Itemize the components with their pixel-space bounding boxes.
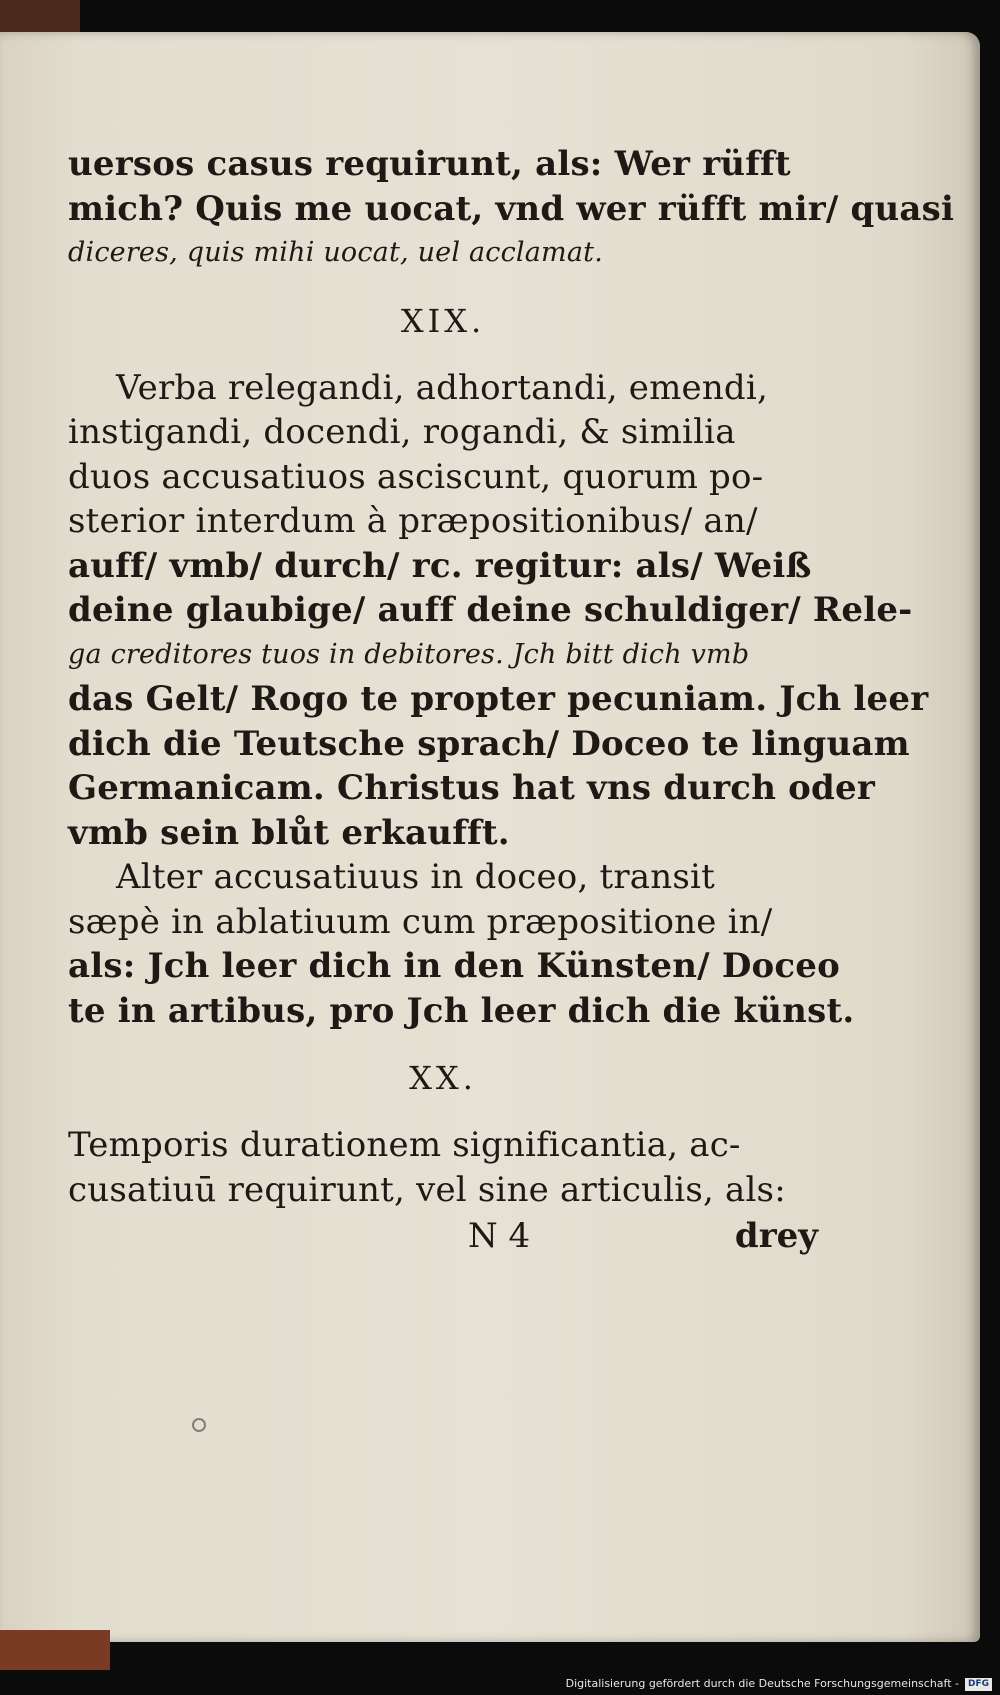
text-line: als: Jch leer dich in den Künsten/ Doceo bbox=[68, 946, 841, 986]
text-line: Germanicam. Christus hat vns durch oder bbox=[68, 768, 875, 808]
text-line: instigandi, docendi, rogandi, & similia bbox=[68, 412, 736, 452]
digitization-credit bbox=[566, 1675, 992, 1693]
book-spine-bottom bbox=[0, 1630, 110, 1670]
page-footer-line bbox=[68, 1212, 818, 1260]
text-line: cusatiuū requirunt, vel sine articulis, als: bbox=[68, 1169, 786, 1210]
text-line: deine glaubige/ auff deine schuldiger/ Rele- bbox=[68, 590, 913, 630]
text-line: diceres, quis mihi uocat, uel acclamat. bbox=[68, 237, 603, 268]
text-line: duos accusatiuos asciscunt, quorum po- bbox=[68, 456, 764, 497]
text-line: Alter accusatiuus in doceo, transit bbox=[116, 857, 715, 897]
dfg-logo-icon: DFG bbox=[965, 1678, 992, 1691]
page-text bbox=[68, 142, 955, 1260]
section-heading-xx: XX. bbox=[409, 1059, 477, 1097]
paper-speck bbox=[192, 1418, 206, 1432]
book-page bbox=[0, 32, 980, 1642]
text-line: te in artibus, pro Jch leer dich die künst. bbox=[68, 990, 855, 1031]
catchword: drey bbox=[734, 1216, 818, 1256]
text-line: dich die Teutsche sprach/ Doceo te linguam bbox=[68, 723, 910, 764]
text-line: auff/ vmb/ durch/ rc. regitur: als/ Weiß bbox=[68, 545, 812, 586]
text-line: vmb sein blůt erkaufft. bbox=[68, 812, 510, 853]
text-line: sæpè in ablatiuum cum præpositione in/ bbox=[68, 901, 773, 942]
text-line: Temporis durationem significantia, ac- bbox=[68, 1125, 741, 1165]
text-line: das Gelt/ Rogo te propter pecuniam. Jch leer bbox=[68, 679, 929, 719]
signature-mark: N 4 bbox=[468, 1216, 531, 1256]
section-heading-xix: XIX. bbox=[400, 301, 486, 340]
text-line: sterior interdum à præpositionibus/ an/ bbox=[68, 501, 758, 541]
text-line: ga creditores tuos in debitores. Jch bitt dich vmb bbox=[68, 638, 750, 670]
text-line: mich? Quis me uocat, vnd wer rüfft mir/ quasi bbox=[68, 188, 955, 229]
text-line: Verba relegandi, adhortandi, emendi, bbox=[116, 367, 768, 408]
text-line: uersos casus requirunt, als: Wer rüfft bbox=[68, 144, 791, 184]
credit-text: Digitalisierung gefördert durch die Deutsche Forschungsgemeinschaft - bbox=[565, 1677, 959, 1690]
